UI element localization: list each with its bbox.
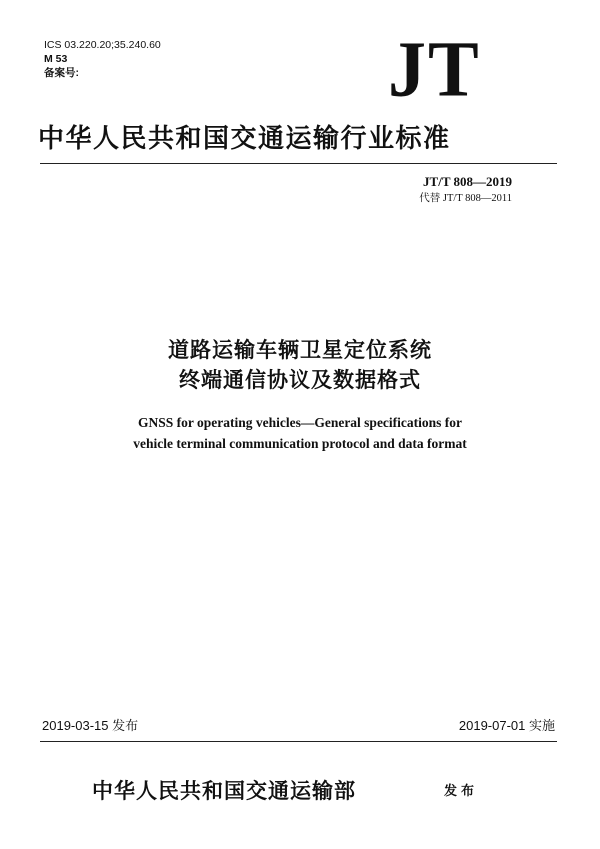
document-title-cn-line1: 道路运输车辆卫星定位系统: [168, 338, 432, 362]
issue-date: 2019-03-15 发布: [42, 718, 139, 733]
document-title-en-line1: GNSS for operating vehicles—General specifications for: [137, 415, 463, 430]
filing-number-label: 备案号:: [44, 67, 79, 79]
document-title-en-line2: vehicle terminal communication protocol and data format: [133, 436, 467, 451]
ics-code: ICS 03.220.20;35.240.60: [44, 39, 161, 51]
ccs-code: M 53: [44, 53, 68, 65]
standard-title: 中华人民共和国交通运输行业标准: [38, 124, 451, 154]
footer-divider: [40, 741, 557, 742]
publisher-name: 中华人民共和国交通运输部: [92, 779, 356, 803]
header-divider: [40, 163, 557, 164]
jt-logo: JT: [388, 24, 481, 114]
document-title-cn-line2: 终端通信协议及数据格式: [179, 368, 421, 392]
effective-date: 2019-07-01 实施: [458, 718, 555, 733]
publish-label: 发布: [444, 784, 479, 799]
replaced-standard: 代替 JT/T 808—2011: [419, 193, 512, 204]
classification-codes: [44, 38, 161, 80]
standard-number: JT/T 808—2019: [423, 174, 512, 189]
